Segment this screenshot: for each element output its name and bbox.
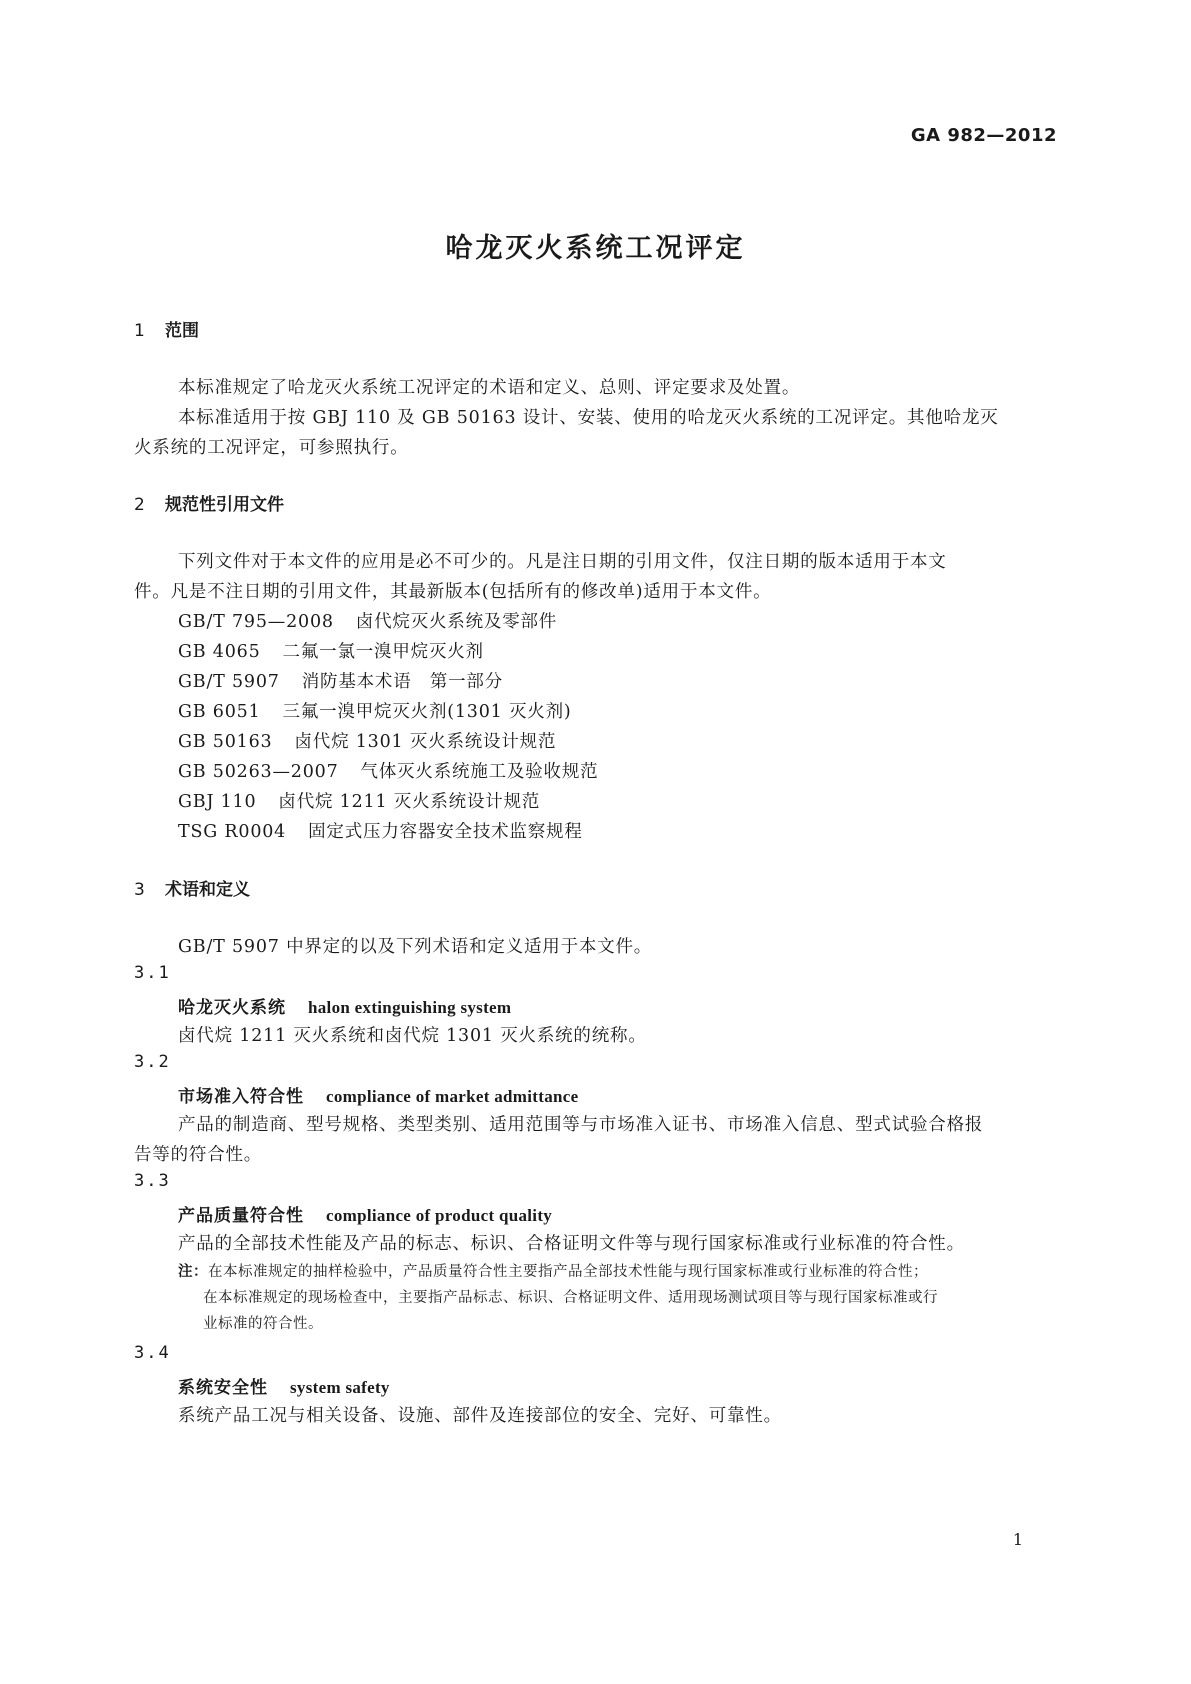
reference-title: 卤代烷 1211 灭火系统设计规范	[278, 792, 541, 812]
paragraph: 件。凡是不注日期的引用文件，其最新版本(包括所有的修改单)适用于本文件。	[134, 582, 772, 602]
reference-title: 固定式压力容器安全技术监察规程	[308, 822, 583, 842]
section-number: 3	[134, 880, 145, 900]
section-number: 2	[134, 495, 145, 515]
document-title: 哈龙灭火系统工况评定	[445, 233, 746, 264]
term-definition: 卤代烷 1211 灭火系统和卤代烷 1301 灭火系统的统称。	[178, 1026, 647, 1046]
term-en: halon extinguishing system	[308, 998, 512, 1017]
reference-item	[178, 728, 556, 753]
term-heading	[178, 1373, 390, 1398]
reference-code: GB 4065	[178, 642, 261, 662]
section-title: 规范性引用文件	[165, 495, 284, 515]
reference-code: GBJ 110	[178, 792, 257, 812]
term-definition: 系统产品工况与相关设备、设施、部件及连接部位的安全、完好、可靠性。	[178, 1406, 782, 1426]
reference-code: GB/T 5907	[178, 672, 280, 692]
term-zh: 系统安全性	[178, 1378, 268, 1398]
term-en: system safety	[290, 1378, 390, 1397]
term-definition: 产品的制造商、型号规格、类型类别、适用范围等与市场准入证书、市场准入信息、型式试验合格报	[178, 1115, 984, 1135]
reference-title: 二氟一氯一溴甲烷灭火剂	[282, 642, 484, 662]
reference-code: GB 50163	[178, 732, 273, 752]
term-en: compliance of market admittance	[326, 1087, 579, 1106]
term-number: 3.4	[134, 1343, 171, 1363]
paragraph: 火系统的工况评定，可参照执行。	[134, 438, 409, 458]
reference-item	[178, 758, 598, 783]
term-number: 3.1	[134, 963, 171, 983]
reference-title: 气体灭火系统施工及验收规范	[360, 762, 599, 782]
paragraph: 下列文件对于本文件的应用是必不可少的。凡是注日期的引用文件，仅注日期的版本适用于本文	[178, 552, 947, 572]
section-1-heading	[134, 316, 199, 341]
page-number: 1	[1012, 1530, 1023, 1549]
section-title: 术语和定义	[165, 880, 250, 900]
reference-title: 三氟一溴甲烷灭火剂(1301 灭火剂)	[282, 702, 572, 722]
term-zh: 产品质量符合性	[178, 1206, 304, 1226]
reference-item	[178, 608, 557, 633]
term-number: 3.2	[134, 1052, 171, 1072]
paragraph: 本标准规定了哈龙灭火系统工况评定的术语和定义、总则、评定要求及处置。	[178, 378, 801, 398]
term-zh: 市场准入符合性	[178, 1087, 304, 1107]
reference-code: TSG R0004	[178, 822, 287, 842]
paragraph: 本标准适用于按 GBJ 110 及 GB 50163 设计、安装、使用的哈龙灭火系统的工况评定。其他哈龙灭	[178, 408, 999, 428]
term-definition: 产品的全部技术性能及产品的标志、标识、合格证明文件等与现行国家标准或行业标准的符合性。	[178, 1234, 965, 1254]
reference-item	[178, 638, 484, 663]
note-text: 在本标准规定的现场检查中，主要指产品标志、标识、合格证明文件、适用现场测试项目等与现行国家标准或行	[203, 1290, 938, 1306]
section-3-heading	[134, 875, 250, 900]
section-number: 1	[134, 321, 145, 341]
term-number: 3.3	[134, 1171, 171, 1191]
paragraph: GB/T 5907 中界定的以及下列术语和定义适用于本文件。	[178, 937, 653, 957]
section-2-heading	[134, 490, 284, 515]
reference-code: GB 6051	[178, 702, 261, 722]
reference-code: GB 50263—2007	[178, 762, 339, 782]
note-text: 业标准的符合性。	[203, 1316, 323, 1332]
term-zh: 哈龙灭火系统	[178, 998, 286, 1018]
reference-title: 卤代烷灭火系统及零部件	[355, 612, 558, 632]
note-label: 注：	[178, 1264, 208, 1280]
reference-code: GB/T 795—2008	[178, 612, 334, 632]
reference-title: 消防基本术语 第一部分	[301, 672, 504, 692]
section-title: 范围	[165, 321, 199, 341]
term-heading	[178, 1082, 578, 1107]
note	[178, 1260, 928, 1281]
reference-item	[178, 788, 540, 813]
reference-item	[178, 818, 583, 843]
term-definition: 告等的符合性。	[134, 1145, 263, 1165]
standard-code: GA 982—2012	[910, 125, 1057, 146]
term-en: compliance of product quality	[326, 1206, 553, 1225]
reference-title: 卤代烷 1301 灭火系统设计规范	[294, 732, 557, 752]
reference-item	[178, 698, 572, 723]
term-heading	[178, 993, 511, 1018]
term-heading	[178, 1201, 552, 1226]
reference-item	[178, 668, 503, 693]
note-text: 在本标准规定的抽样检验中，产品质量符合性主要指产品全部技术性能与现行国家标准或行业标准的符合性；	[208, 1264, 928, 1280]
